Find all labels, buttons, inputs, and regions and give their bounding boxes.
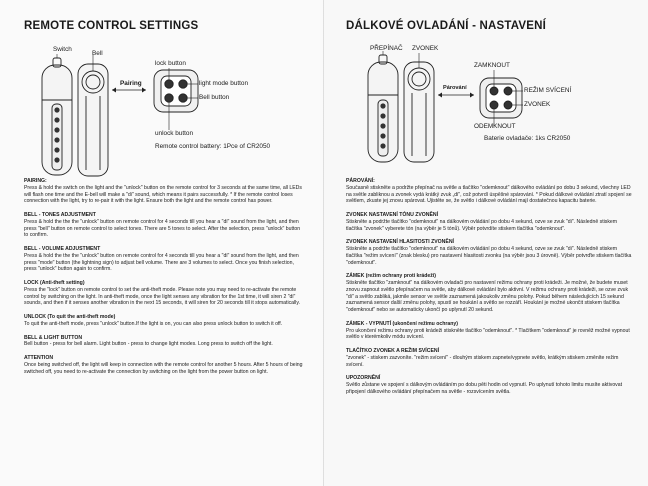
section-pairing [24,178,304,205]
pairing-label: Pairing [120,80,142,87]
section-heading: ATTENTION [24,355,54,361]
remote-illustration [154,70,198,112]
section-text: Bell button - press for bell alarm. Light button - press to change light modes. Long press to switch off the light. [24,341,273,348]
pairing-arrow [438,93,474,98]
bike-light-illustration [368,55,434,162]
section-text: Stiskněte a podržte tlačítko "odemknout" na dálkovém ovládání po dobu 4 sekund, ozve se zvuk "di". Následně stiskem tlačítka "režim svícení" (znak blesku) pro nastavení hlasitosti zvonku (na výběr jsou 3 úrovně). Výběr potvrďte stiskem tlačítka "odemknout". [346,246,632,266]
switch-label: PŘEPÍNAČ [370,45,403,52]
section-text: Press & hold the the the "unlock" button on remote control for 4 seconds till you hear a "di" sound from the light, and then press "bell" button on remote control to select tones. There are 5 tones to select. After the selection, press "unlock" button to confirm. [24,218,301,239]
section-text: Press & hold the switch on the light and the "unlock" button on the remote control for 3 seconds at the same time, all LEDs will flash one time and the E-bell will make a "di" sound, which means it pairs successfully. * If the remote control loses connection with the light, try to re-pair it with the light. Ensure both the light and the remote control has power. [24,184,302,205]
section-bell-tones [24,212,304,239]
section-heading: UPOZORNĚNÍ [346,375,381,382]
bell-label: Bell [92,50,103,57]
section-unlock [346,321,634,341]
section-text: Press & hold the the the "unlock" button on remote control for 4 seconds till you hear a "di" sound from the light, and then press "mode" button (the lightning sign) to adjust bell volume. There are 3 volumes to select. Once you finish selection, press "unlock" button again to confirm. [24,252,299,273]
battery-note: Remote control battery: 1Pce of CR2050 [155,143,271,150]
section-heading: PAIRING: [24,178,47,184]
section-unlock [24,314,304,328]
section-bell-volume [24,246,304,273]
section-text: Světlo zůstane ve spojení s dálkovým ovládáním po dobu pěti hodin od vypnutí. Po uplynutí tohoto limitu musíte aktivovat připojení dálkového ovládání přepínačem na světle - rozsvícením světla. [346,382,623,395]
page-title: DÁLKOVÉ OVLADÁNÍ - NASTAVENÍ [346,20,547,32]
unlock-button-label: unlock button [155,130,194,137]
light-mode-button-label: light mode button [199,80,249,87]
section-heading: UNLOCK (To quit the anti-theft mode) [24,314,116,320]
light-mode-button-label: REŽIM SVÍCENÍ [524,87,572,94]
switch-label: Switch [53,46,72,53]
czech-page [324,0,648,486]
unlock-button-label: ODEMKNOUT [474,123,516,130]
section-text: Press the "lock" button on remote control to set the anti-theft mode. Please note you may need to re-activate the remote control by switching on the light. In anti-theft mode, once the light senses any vibration for the 1st time, it will siren 2 "di" sounds, and then if it senses another vibration in the next 15 seconds, it will siren for 20 seconds till it stops automatically. [24,286,300,307]
section-text: Stiskněte tlačítko "zamknout" na dálkovém ovladači pro nastavení režimu ochrany proti krádeži. Je možné, že budete muset znovu zapnout světlo přepínačem na světle, aby dálkové ovládání bylo aktivní. V režimu ochrany proti krádeži, se ozve zvuk "di" a světlo zabliká, jakmile sensor ve světle zaznamená jakoukoliv změnu polohy. Pokud během následujících 15 sekund zaznamená sensor další změnu polohy, spustí se houkání a světlo se rozzáří. Houkání je možné ukončit stiskem tlačítka "odemknout" nebo se automaticky ukončí po uplynutí 20 sekund. [346,280,629,313]
instructions-text [346,178,634,403]
pairing-arrow [112,88,146,93]
section-text: Současně stiskněte a podržte přepínač na světle a tlačítko "odemknout" dálkového ovládání po dobu 3 sekund, všechny LED na světle zabliknou a zvonek vydá krátký zvuk „di", což potvrdí úspěšné spárování. * Pokud dálkové ovládání ztratí spojení se světlem, zkuste jej znovu spárovat. Ujistěte se, že světlo i dálkové ovládání mají dostatečnou kapacitu baterie. [346,184,632,205]
section-heading: TLAČÍTKO ZVONEK A REŽIM SVÍCENÍ [346,348,440,354]
section-heading: LOCK (Anti-theft setting) [24,280,85,286]
bell-label: ZVONEK [412,45,439,52]
section-bell-light [24,335,304,349]
section-heading: BELL - TONES ADJUSTMENT [24,212,96,218]
section-lock [346,273,634,314]
bell-button-label: ZVONEK [524,101,551,108]
section-bell-volume [346,239,634,266]
lock-button-label: ZAMKNOUT [474,62,510,69]
page-title: REMOTE CONTROL SETTINGS [24,20,199,32]
lock-button-label: lock button [155,60,186,67]
section-heading: PÁROVÁNÍ: [346,178,375,184]
section-attention [24,355,304,375]
section-heading: BELL - VOLUME ADJUSTMENT [24,246,101,252]
section-bell-tones [346,212,634,232]
battery-note: Baterie ovladače: 1ks CR2050 [484,135,571,142]
section-heading: BELL & LIGHT BUTTON [24,334,83,341]
section-attention [346,375,634,395]
section-lock [24,280,304,307]
section-heading: ZÁMEK (režim ochrany proti krádeži) [346,273,436,280]
remote-illustration [480,78,522,118]
section-bell-light [346,348,634,368]
section-text: "zvonek" - stiskem zazvoníte. "režim svícení" - dlouhým stiskem zapnete/vypnete světlo, krátkým stiskem změníte režim svícení. [346,354,619,368]
bell-button-label: Bell button [199,94,230,101]
section-text: Once being switched off, the light will keep in connection with the remote control for another 5 hours. After 5 hours of being switched off, you need to re-activate the connection by switching on the light from the power button on light. [24,361,303,375]
remote-diagram [324,40,648,180]
section-text: Pro ukončení režimu ochrany proti krádeži stiskněte tlačítko "odemknout". * Tlačítkem "odemknout" je rovněž možné vypnout světlo v kterémkoliv módu svícení. [346,327,630,341]
bike-light-illustration [42,58,108,176]
instructions-text [24,178,304,382]
pairing-label: Párování [443,85,467,91]
section-heading: ZVONEK NASTAVENÍ HLASITOSTI ZVONĚNÍ [346,239,454,246]
section-heading: ZVONEK NASTAVENÍ TÓNU ZVONĚNÍ [346,212,439,218]
section-pairing [346,178,634,205]
section-text: To quit the anti-theft mode, press "unlock" button.If the light is on, you can also press unlock button to switch it off. [24,320,283,327]
section-text: Stiskněte a podržte tlačítko "odemknout" na dálkovém ovládání po dobu 4 sekund, ozve se zvuk "di". Následně stiskem tlačítka "zvonek" vyberete tón (na výběr je 5 tónů). Výběr potvrdíte stiskem tlačítka "odemknout". [346,218,618,232]
section-heading: ZÁMEK - VYPNUTÍ (ukončení režimu ochrany) [346,320,458,327]
